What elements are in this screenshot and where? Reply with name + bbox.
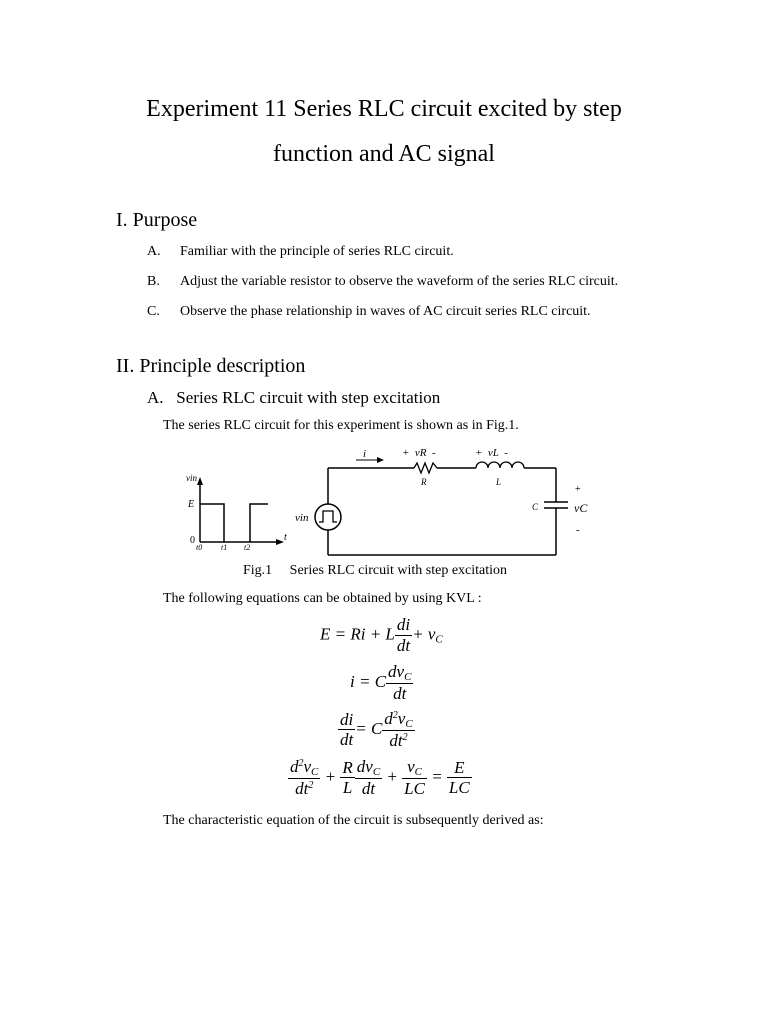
eq4-op1: +: [324, 767, 337, 787]
eq4-term3-den: dt: [361, 779, 376, 799]
eq4-t1-den-text: dt: [295, 779, 309, 799]
eq4-term5-num: E: [447, 759, 472, 779]
list-item: Adjust the variable resistor to observe the waveform of the series RLC circuit.: [180, 274, 619, 289]
waveform-pulse-1: [200, 504, 224, 542]
eq4-t1-tail: v: [303, 757, 312, 776]
current-arrow-head: [377, 457, 384, 463]
eq3-num2-sup: 2: [392, 710, 398, 721]
equation-1: [320, 616, 443, 655]
eq4-term5-den: LC: [448, 778, 470, 798]
eq3-fraction-2: [382, 710, 414, 751]
inductor-label: L: [496, 477, 502, 487]
eq4-term4-den: LC: [404, 779, 425, 799]
eq4-t1-d: d: [290, 757, 299, 776]
eq4-term2-num: R: [342, 757, 353, 777]
waveform-level-label: E: [188, 499, 195, 510]
list-item: Familiar with the principle of series RLC circuit.: [180, 244, 454, 259]
eq2-numerator: [386, 663, 413, 684]
waveform-y-label: vin: [186, 473, 197, 483]
eq4-term-2: [340, 759, 354, 798]
waveform-x-label: t: [284, 532, 287, 543]
section-heading-purpose: I. Purpose: [116, 209, 198, 231]
tick-label-t2: t2: [244, 543, 251, 552]
eq3-num2-d: d: [384, 709, 393, 728]
resistor-label: R: [421, 477, 427, 487]
eq1-numerator: di: [396, 615, 411, 634]
vl-label: + vL -: [475, 447, 508, 459]
page-title-line1: Experiment 11 Series RLC circuit excited by step: [146, 96, 622, 122]
eq3-den2-text: dt: [389, 731, 403, 751]
eq4-t1-sup: 2: [298, 758, 304, 769]
eq2-fraction: [386, 663, 413, 704]
inductor-l: [476, 462, 524, 468]
eq3-num2-sub: C: [405, 718, 413, 730]
capacitor-label: C: [532, 502, 539, 512]
eq4-term-5: [447, 759, 472, 798]
eq4-t4-text: v: [407, 757, 415, 776]
equation-4: [288, 758, 472, 799]
eq3-mid: = C: [355, 719, 383, 739]
eq3-denominator-1: dt: [340, 730, 354, 750]
eq4-term3-num: [355, 758, 382, 779]
eq1-tail-sub: C: [435, 633, 443, 646]
eq4-op2: +: [386, 767, 398, 787]
eq3-denominator-2: [382, 731, 414, 751]
eq2-denominator: dt: [393, 684, 407, 704]
eq4-term4-num: [402, 758, 427, 779]
eq1-lhs: E = Ri + L: [320, 624, 395, 644]
eq3-den2-sup: 2: [402, 732, 408, 744]
eq3-numerator-1: di: [340, 709, 354, 729]
intro-paragraph: The series RLC circuit for this experiment is shown as in Fig.1.: [163, 418, 519, 433]
eq4-term-4: [402, 758, 427, 799]
tick-label-t1: t1: [221, 543, 228, 552]
list-item: Observe the phase relationship in waves of AC circuit series RLC circuit.: [180, 304, 591, 319]
eq2-numerator-sub: C: [404, 671, 412, 683]
equation-3: [338, 710, 415, 751]
characteristic-paragraph: The characteristic equation of the circuit is subsequently derived as:: [163, 813, 544, 828]
vr-label: + vR -: [402, 447, 436, 459]
waveform-origin-label: 0: [190, 535, 195, 546]
current-label: i: [363, 448, 367, 460]
vc-minus-sign: -: [576, 524, 580, 536]
eq4-term1-den: [288, 779, 320, 799]
subsection-heading: A. Series RLC circuit with step excitation: [147, 388, 441, 407]
x-axis-arrow: [276, 539, 284, 545]
eq4-term2-den: L: [342, 778, 353, 798]
list-item-marker: B.: [147, 274, 160, 289]
eq4-t1-den-sup: 2: [308, 780, 314, 792]
eq4-t1-sub: C: [311, 766, 319, 778]
eq1-denominator: dt: [396, 635, 411, 655]
eq2-numerator-text: dv: [388, 662, 405, 681]
list-item-marker: C.: [147, 304, 160, 319]
vc-plus-sign: +: [575, 484, 581, 495]
eq4-t3-text: dv: [356, 757, 373, 776]
eq3-fraction-1: [338, 711, 355, 750]
source-circle: [315, 504, 341, 530]
eq1-tail: + v: [412, 624, 436, 644]
eq1-fraction: [395, 616, 412, 655]
eq3-num2-tail: v: [397, 709, 406, 728]
eq2-lhs: i = C: [350, 672, 387, 692]
eq3-numerator-2: [382, 710, 414, 731]
vc-label: vC: [574, 501, 588, 515]
eq4-t3-sub: C: [372, 766, 381, 778]
section-heading-principle: II. Principle description: [116, 355, 306, 377]
page-title-line2: function and AC signal: [273, 141, 495, 167]
kvl-paragraph: The following equations can be obtained by using KVL :: [163, 591, 482, 606]
tick-label-t0: t0: [196, 543, 203, 552]
resistor-r: [414, 463, 437, 473]
figure-caption: Fig.1 Series RLC circuit with step excitation: [243, 563, 508, 578]
waveform-pulse-2: [250, 504, 268, 542]
list-item-marker: A.: [147, 244, 161, 259]
y-axis-arrow: [197, 477, 203, 485]
eq4-equals: =: [431, 767, 443, 787]
eq4-t4-sub: C: [414, 766, 422, 778]
figure-circuit: [180, 440, 600, 562]
equation-2: [350, 663, 413, 704]
source-label: vin: [295, 512, 309, 524]
eq4-term-3: [355, 758, 382, 799]
eq4-term-1: [288, 758, 320, 799]
eq4-term1-num: [288, 758, 320, 779]
